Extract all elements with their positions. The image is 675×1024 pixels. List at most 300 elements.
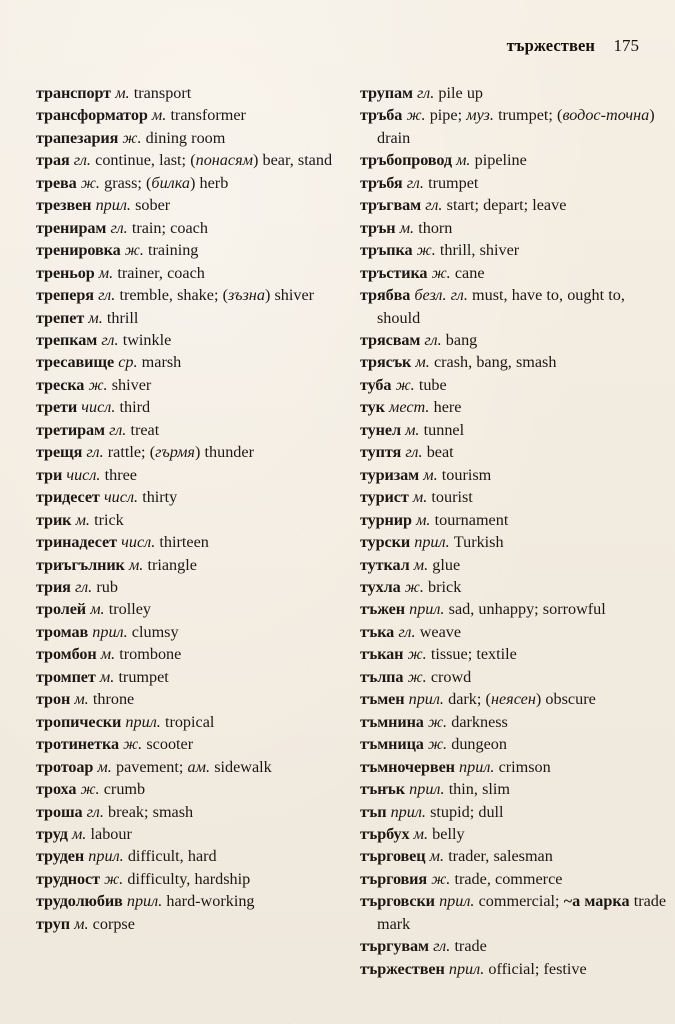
running-head: [36, 36, 639, 60]
entry-headword: трети: [36, 398, 78, 417]
dictionary-entry: [360, 666, 672, 688]
entry-headword: тръба: [360, 106, 403, 125]
dictionary-entry: [360, 486, 672, 508]
entry-translation: tourism: [441, 465, 492, 484]
dictionary-entry: [36, 284, 336, 306]
entry-translation: trade: [454, 937, 487, 956]
entry-headword: туризам: [360, 465, 420, 484]
entry-grammar-label: м.: [429, 847, 445, 866]
dictionary-entry: [36, 194, 336, 216]
entry-headword: тъкан: [360, 645, 404, 664]
dictionary-entry: [36, 262, 336, 284]
entry-grammar-label: м.: [456, 151, 471, 170]
entry-translation: dining room: [145, 128, 226, 147]
entry-grammar-label: ж.: [427, 735, 448, 754]
entry-headword: тъмница: [360, 735, 424, 754]
entry-grammar-label: м.: [412, 488, 428, 507]
entry-headword: трая: [36, 151, 70, 170]
entry-grammar-label: гл.: [406, 173, 424, 192]
dictionary-entry: [360, 778, 672, 800]
entry-translation: pipe;: [429, 106, 463, 125]
entry-translation: pavement;: [115, 757, 184, 776]
entry-translation: darkness: [451, 712, 508, 731]
entry-grammar-label: м.: [100, 645, 116, 664]
dictionary-entry: [36, 554, 336, 576]
dictionary-entry: [360, 284, 672, 329]
dictionary-entry: [360, 823, 672, 845]
entry-headword: тринадесет: [36, 533, 117, 552]
entry-grammar-label: прил.: [409, 780, 445, 799]
entry-headword: турнир: [360, 510, 412, 529]
entry-grammar-label: ж.: [80, 780, 100, 799]
entry-headword: тротоар: [36, 757, 94, 776]
entry-translation: trade mark: [377, 892, 667, 933]
entry-grammar-label: м.: [415, 353, 430, 372]
entry-translation: difficult, hard: [127, 847, 217, 866]
entry-grammar-label: м.: [405, 420, 420, 439]
entry-headword: тренировка: [36, 241, 121, 260]
entry-headword: тъмен: [360, 690, 405, 709]
entry-translation: sidewalk: [214, 757, 272, 776]
entry-grammar-label: м.: [399, 218, 415, 237]
entry-translation: commercial;: [478, 892, 560, 911]
entry-headword: трясвам: [360, 330, 421, 349]
entry-grammar-label: ж.: [407, 645, 427, 664]
dictionary-entry: [36, 239, 336, 261]
entry-grammar-label: ж.: [427, 712, 448, 731]
entry-translation: grass; (: [104, 173, 152, 192]
dictionary-entry: [360, 329, 672, 351]
entry-headword: трупам: [360, 84, 413, 102]
entry-headword: треньор: [36, 263, 95, 282]
entry-grammar-label: м.: [416, 510, 431, 529]
dictionary-entry: [360, 868, 672, 890]
entry-headword: търгувам: [360, 937, 429, 956]
entry-translation: trombone: [119, 645, 182, 664]
entry-grammar-label: прил.: [439, 892, 475, 911]
entry-grammar-label: числ.: [103, 488, 139, 507]
dictionary-entry: [36, 217, 336, 239]
entry-translation: dark; (: [448, 690, 491, 709]
entry-translation: train; coach: [131, 218, 208, 237]
dictionary-entry: [360, 82, 672, 104]
entry-headword: тролей: [36, 600, 87, 619]
entry-translation: thin, slim: [448, 780, 510, 799]
entry-translation: weave: [419, 622, 462, 641]
dictionary-entry: [360, 643, 672, 665]
entry-translation: sober: [135, 196, 171, 215]
dictionary-entry: [36, 172, 336, 194]
dictionary-entry: [360, 149, 672, 171]
entry-translation: marsh: [141, 353, 182, 372]
entry-grammar-label: м.: [71, 824, 87, 843]
entry-headword: тънък: [360, 780, 405, 799]
entry-headword: трик: [36, 510, 72, 529]
entry-translation: here: [433, 398, 462, 417]
entry-translation: pile up: [438, 84, 484, 102]
entry-translation: treat: [130, 420, 160, 439]
dictionary-entry: [36, 464, 336, 486]
entry-translation: three: [104, 465, 137, 484]
entry-headword: троша: [36, 802, 83, 821]
entry-translation: training: [148, 241, 199, 260]
entry-headword: триъгълник: [36, 555, 125, 574]
entry-headword: трансформатор: [36, 106, 148, 125]
entry-translation: thirteen: [159, 533, 209, 552]
entry-grammar-label: м.: [115, 84, 130, 102]
entry-headword: трясък: [360, 353, 412, 372]
entry-headword: тромпет: [36, 667, 96, 686]
entry-grammar-label: ж.: [431, 869, 451, 888]
entry-headword: трудност: [36, 869, 100, 888]
dictionary-entry: [36, 756, 336, 778]
dictionary-entry: [360, 733, 672, 755]
entry-grammar-label: прил.: [126, 892, 163, 911]
entry-translation: cane: [454, 263, 485, 282]
dictionary-entry: [36, 890, 336, 912]
entry-headword: тухла: [360, 577, 401, 596]
entry-translation: ) shiver: [264, 286, 315, 305]
dictionary-entry: [36, 419, 336, 441]
entry-headword: третирам: [36, 420, 105, 439]
entry-sense-qualifier: зъзна: [227, 286, 265, 305]
entry-translation: Turkish: [453, 533, 504, 552]
entry-grammar-label: гл.: [75, 577, 93, 596]
entry-translation: beat: [426, 443, 454, 462]
entry-translation: thorn: [418, 218, 453, 237]
entry-translation: thrill, shiver: [439, 241, 520, 260]
entry-grammar-label: ж.: [80, 173, 100, 192]
dictionary-entry: [360, 935, 672, 957]
entry-grammar-label: числ.: [121, 533, 156, 552]
entry-headword: трапезария: [36, 128, 119, 147]
dictionary-entry: [36, 688, 336, 710]
entry-translation: dungeon: [451, 735, 507, 754]
dictionary-entry: [360, 396, 672, 418]
entry-grammar-label: ж.: [404, 577, 424, 596]
entry-translation: ) drain: [377, 106, 655, 147]
dictionary-entry: [36, 351, 336, 373]
dictionary-entry: [360, 801, 672, 823]
entry-translation: tube: [418, 375, 447, 394]
entry-translation: transport: [133, 84, 192, 102]
dictionary-entry: [360, 419, 672, 441]
entry-headword: трон: [36, 690, 71, 709]
dictionary-entry: [36, 396, 336, 418]
entry-headword: турист: [360, 488, 409, 507]
running-head-word: тържествен: [506, 36, 595, 55]
dictionary-entry: [360, 104, 672, 149]
dictionary-entry: [360, 509, 672, 531]
entry-headword: тъмнина: [360, 712, 424, 731]
entry-collocation: ~а марка: [563, 892, 630, 911]
dictionary-entry: [36, 666, 336, 688]
entry-translation: trumpet: [428, 173, 479, 192]
entry-translation: crowd: [430, 667, 472, 686]
entry-headword: туткал: [360, 555, 410, 574]
entry-translation: tropical: [164, 712, 215, 731]
entry-grammar-label: м.: [413, 555, 429, 574]
dictionary-entry: [36, 329, 336, 351]
entry-translation: stupid; dull: [430, 802, 504, 821]
entry-translation: clumsy: [131, 622, 179, 641]
dictionary-entry: [360, 621, 672, 643]
entry-translation: scooter: [146, 735, 194, 754]
entry-sense-qualifier: билка: [151, 173, 190, 192]
dictionary-entry: [36, 823, 336, 845]
entry-headword: троха: [36, 780, 77, 799]
dictionary-entry: [36, 82, 336, 104]
entry-grammar-label: гл.: [110, 218, 128, 237]
entry-headword: тълпа: [360, 667, 404, 686]
entry-grammar-label: гл.: [86, 443, 104, 462]
dictionary-entry: [36, 913, 336, 935]
dictionary-entry: [360, 688, 672, 710]
entry-translation: ) bear, stand: [252, 151, 333, 170]
dictionary-entry: [360, 890, 672, 935]
entry-grammar-label: гл.: [86, 802, 104, 821]
entry-headword: трябва: [360, 286, 411, 305]
entry-translation: crimson: [498, 757, 551, 776]
dictionary-entry: [360, 711, 672, 733]
entry-grammar-label: ж.: [407, 667, 427, 686]
entry-grammar-label: гл.: [405, 443, 423, 462]
entry-headword: треперя: [36, 286, 94, 305]
entry-headword: тромбон: [36, 645, 97, 664]
entry-translation: trader, salesman: [448, 847, 553, 866]
entry-translation: tournament: [434, 510, 509, 529]
dictionary-entry: [36, 486, 336, 508]
dictionary-entry: [36, 778, 336, 800]
entry-translation: break; smash: [108, 802, 194, 821]
entry-translation: brick: [428, 577, 462, 596]
entry-grammar-label: ср.: [118, 353, 138, 372]
entry-translation: crumb: [103, 780, 146, 799]
entry-grammar-label: м.: [75, 510, 90, 529]
entry-headword: трън: [360, 218, 396, 237]
entry-grammar-label: ж.: [123, 735, 143, 754]
entry-headword: тунел: [360, 420, 401, 439]
entry-grammar-label: м.: [423, 465, 438, 484]
entry-translation: must, have to, ought to, should: [377, 286, 625, 327]
entry-grammar-label: м.: [74, 690, 89, 709]
entry-sense-qualifier: водос-точна: [562, 106, 650, 125]
entry-headword: трудолюбив: [36, 892, 123, 911]
dictionary-entry: [360, 194, 672, 216]
entry-headword: тротинетка: [36, 735, 119, 754]
entry-headword: труден: [36, 847, 85, 866]
dictionary-entry: [360, 441, 672, 463]
entry-grammar-label: числ.: [81, 398, 116, 417]
entry-grammar-label: мест.: [389, 398, 430, 417]
dictionary-entry: [360, 239, 672, 261]
columns-container: [36, 82, 667, 994]
entry-headword: тропически: [36, 712, 122, 731]
dictionary-entry: [360, 845, 672, 867]
dictionary-entry: [36, 149, 336, 171]
entry-headword: тръпка: [360, 241, 413, 260]
dictionary-entry: [36, 801, 336, 823]
dictionary-entry: [36, 598, 336, 620]
entry-grammar-label: числ.: [66, 465, 101, 484]
entry-translation: tunnel: [423, 420, 465, 439]
entry-translation: official; festive: [488, 959, 587, 978]
entry-translation: trade, commerce: [454, 869, 563, 888]
entry-grammar-label: прил.: [92, 622, 128, 641]
entry-headword: туба: [360, 375, 392, 394]
entry-headword: трепкам: [36, 330, 98, 349]
dictionary-entry: [36, 441, 336, 463]
entry-grammar-label: ж.: [124, 241, 144, 260]
entry-sense-qualifier: муз.: [466, 106, 494, 125]
entry-headword: трепет: [36, 308, 85, 327]
entry-grammar-label: безл. гл.: [414, 286, 468, 305]
entry-headword: търговия: [360, 869, 428, 888]
entry-headword: тромав: [36, 622, 89, 641]
entry-translation: sad, unhappy; sorrowful: [448, 600, 606, 619]
entry-grammar-label: ж.: [395, 375, 415, 394]
entry-grammar-label: ж.: [416, 241, 436, 260]
entry-headword: турски: [360, 533, 411, 552]
dictionary-entry: [36, 845, 336, 867]
dictionary-entry: [36, 104, 336, 126]
entry-translation: thirty: [142, 488, 178, 507]
entry-grammar-label: прил.: [95, 196, 131, 215]
entry-grammar-label: прил.: [409, 600, 445, 619]
dictionary-entry: [36, 868, 336, 890]
entry-grammar-label: гл.: [425, 196, 443, 215]
entry-headword: търговски: [360, 892, 435, 911]
entry-grammar-label: прил.: [414, 533, 450, 552]
entry-grammar-label: м.: [413, 824, 429, 843]
entry-headword: тридесет: [36, 488, 100, 507]
entry-translation: bang: [445, 330, 478, 349]
entry-grammar-label: м.: [97, 757, 112, 776]
entry-translation: difficulty, hardship: [127, 869, 251, 888]
entry-grammar-label: гл.: [398, 622, 416, 641]
entry-headword: трещя: [36, 443, 83, 462]
entry-grammar-label: м.: [151, 106, 167, 125]
entry-grammar-label: ж.: [122, 128, 142, 147]
dictionary-entry: [36, 127, 336, 149]
entry-grammar-label: гл.: [433, 937, 451, 956]
entry-headword: трева: [36, 173, 77, 192]
dictionary-entry: [360, 756, 672, 778]
entry-translation: thrill: [106, 308, 139, 327]
page-number: 175: [613, 36, 639, 55]
entry-translation: ) herb: [189, 173, 229, 192]
entry-sense-qualifier: понасям: [195, 151, 253, 170]
entry-headword: търбух: [360, 824, 410, 843]
entry-headword: търговец: [360, 847, 426, 866]
entry-grammar-label: м.: [74, 914, 89, 933]
entry-translation: twinkle: [122, 330, 172, 349]
entry-sense-qualifier: ам.: [187, 757, 211, 776]
entry-translation: glue: [432, 555, 461, 574]
entry-headword: тъжен: [360, 600, 405, 619]
entry-headword: труд: [36, 824, 68, 843]
entry-headword: тръгвам: [360, 196, 422, 215]
dictionary-entry: [36, 307, 336, 329]
entry-translation: tourist: [431, 488, 473, 507]
dictionary-entry: [360, 554, 672, 576]
entry-headword: туптя: [360, 443, 402, 462]
entry-headword: тук: [360, 398, 385, 417]
entry-grammar-label: м.: [90, 600, 105, 619]
entry-translation: triangle: [147, 555, 197, 574]
dictionary-entry: [360, 958, 672, 980]
entry-grammar-label: прил.: [88, 847, 124, 866]
entry-grammar-label: прил.: [125, 712, 161, 731]
entry-grammar-label: гл.: [109, 420, 127, 439]
dictionary-entry: [360, 172, 672, 194]
entry-headword: труп: [36, 914, 70, 933]
entry-sense-qualifier: неясен: [490, 690, 536, 709]
entry-translation: ) thunder: [194, 443, 254, 462]
entry-headword: трезвен: [36, 196, 92, 215]
dictionary-entry: [36, 711, 336, 733]
entry-translation: corpse: [92, 914, 135, 933]
entry-grammar-label: прил.: [448, 959, 485, 978]
entry-translation: shiver: [111, 375, 152, 394]
entry-grammar-label: м.: [128, 555, 144, 574]
dictionary-entry: [360, 531, 672, 553]
dictionary-entry: [36, 576, 336, 598]
dictionary-entry: [360, 576, 672, 598]
entry-headword: тръбопровод: [360, 151, 452, 170]
entry-headword: треска: [36, 375, 85, 394]
entry-grammar-label: м.: [88, 308, 103, 327]
dictionary-entry: [36, 374, 336, 396]
dictionary-entry: [36, 733, 336, 755]
entry-translation: pipeline: [474, 151, 527, 170]
dictionary-entry: [360, 374, 672, 396]
entry-grammar-label: м.: [98, 263, 114, 282]
entry-headword: тресавище: [36, 353, 115, 372]
left-column: [36, 82, 336, 994]
dictionary-entry: [360, 464, 672, 486]
entry-headword: три: [36, 465, 63, 484]
entry-headword: тъп: [360, 802, 387, 821]
entry-grammar-label: ж.: [431, 263, 451, 282]
dictionary-entry: [360, 598, 672, 620]
entry-translation: tissue; textile: [430, 645, 517, 664]
entry-grammar-label: гл.: [101, 330, 119, 349]
entry-translation: transformer: [170, 106, 246, 125]
entry-translation: trumpet: [118, 667, 169, 686]
right-column: [360, 82, 672, 994]
entry-grammar-label: гл.: [73, 151, 91, 170]
entry-grammar-label: ж.: [104, 869, 124, 888]
dictionary-entry: [36, 509, 336, 531]
entry-translation: tremble, shake; (: [119, 286, 228, 305]
dictionary-entry: [36, 531, 336, 553]
entry-translation: hard-working: [166, 892, 255, 911]
entry-translation: belly: [432, 824, 465, 843]
entry-translation: third: [119, 398, 151, 417]
entry-translation: continue, last; (: [95, 151, 196, 170]
entry-headword: трия: [36, 577, 71, 596]
entry-translation: trolley: [108, 600, 151, 619]
dictionary-entry: [360, 262, 672, 284]
entry-translation: trumpet; (: [498, 106, 563, 125]
entry-translation: trainer, coach: [117, 263, 205, 282]
dictionary-entry: [360, 351, 672, 373]
entry-translation: rub: [96, 577, 118, 596]
entry-grammar-label: м.: [99, 667, 115, 686]
entry-headword: транспорт: [36, 84, 112, 102]
entry-grammar-label: ж.: [88, 375, 108, 394]
